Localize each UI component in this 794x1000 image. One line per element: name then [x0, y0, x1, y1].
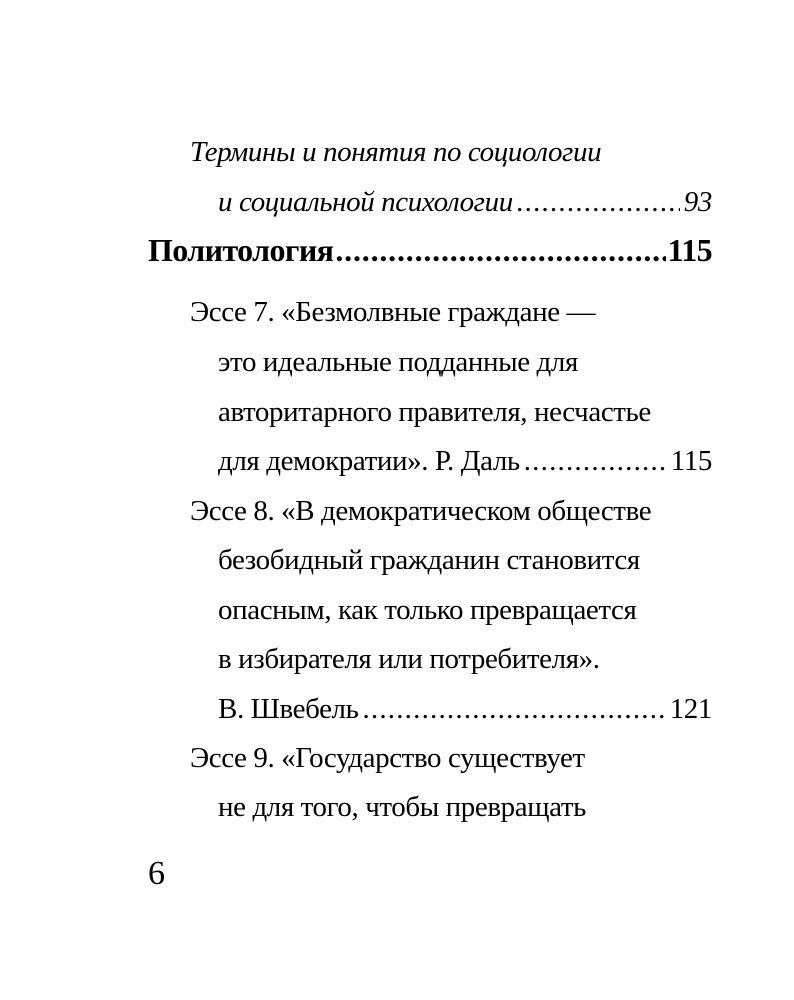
toc-entry-essay7-page: 115	[670, 445, 712, 477]
toc-entry-essay8-line2: безобидный гражданин становится	[218, 544, 640, 576]
dot-leader	[362, 689, 665, 729]
toc-entry-terms-page: 93	[683, 186, 712, 218]
toc-entry-essay7-line4-row	[218, 441, 712, 481]
toc-entry-essay7-line4: для демократии». Р. Даль	[218, 445, 520, 477]
toc-entry-essay9-line1: Эссе 9. «Государство существует	[190, 742, 585, 774]
toc-section-politology	[148, 230, 712, 270]
toc-entry-essay8-line5-row	[218, 689, 712, 729]
page-number: 6	[148, 855, 165, 892]
toc-entry-essay9-line2: не для того, чтобы превращать	[218, 791, 586, 823]
toc-entry-terms-line2: и социальной психологии	[218, 186, 513, 218]
toc-entry-terms-line1: Термины и понятия по социологии	[190, 136, 602, 168]
toc-entry-essay8-line3: опасным, как только превращается	[218, 594, 637, 626]
toc-entry-essay7-line1: Эссе 7. «Безмолвные граждане —	[190, 296, 596, 328]
toc-entry-essay8-line4: в избирателя или потребителя».	[218, 643, 600, 675]
toc-entry-essay7-line2: это идеальные подданные для	[218, 346, 578, 378]
toc-entry-terms-line2-row	[218, 182, 712, 222]
toc-section-title: Политология	[148, 232, 334, 268]
toc-section-page: 115	[667, 232, 712, 268]
dot-leader	[524, 441, 667, 481]
toc-entry-essay8-line1: Эссе 8. «В демократическом обществе	[190, 495, 652, 527]
dot-leader	[517, 182, 680, 222]
toc-entry-essay8-line5: В. Швебель	[218, 693, 359, 725]
toc-entry-essay7-line3: авторитарного правителя, несчастье	[218, 396, 651, 428]
dot-leader	[335, 230, 665, 270]
toc-entry-essay8-page: 121	[669, 693, 712, 725]
